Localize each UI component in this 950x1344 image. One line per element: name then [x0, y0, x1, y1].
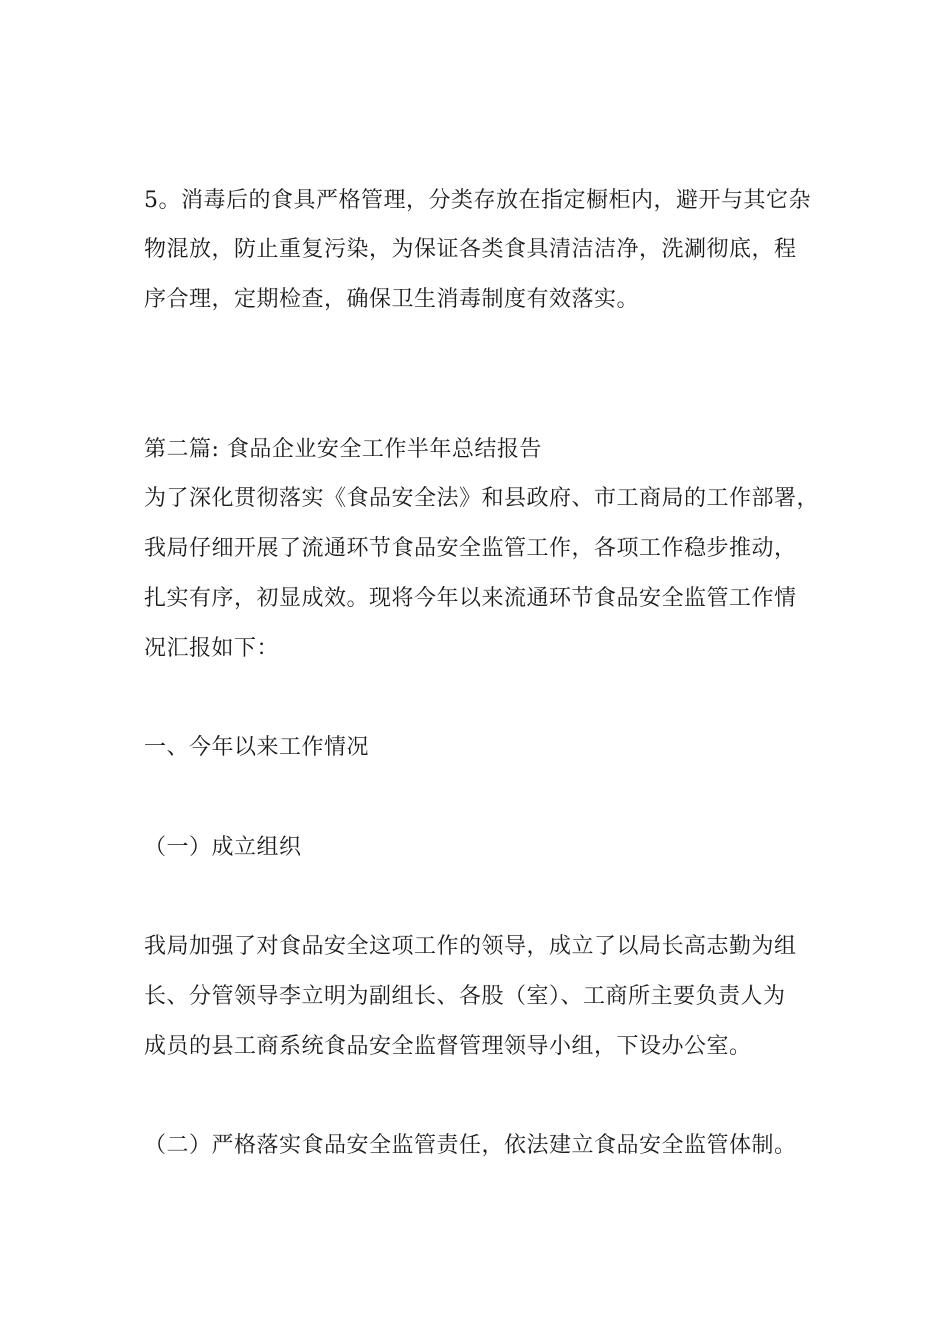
subsection-1-heading: （一）成立组织: [144, 835, 302, 860]
subsection-1-body-line-1: 我局加强了对食品安全这项工作的领导，成立了以局长高志勤为组: [144, 934, 797, 959]
paragraph-5-line-2: 物混放，防止重复污染，为保证各类食具清洁洁净，洗涮彻底，程: [144, 237, 797, 262]
subsection-1-body-line-3: 成员的县工商系统食品安全监督管理领导小组，下设办公室。: [144, 1034, 752, 1059]
subsection-1-body-line-2: 长、分管领导李立明为副组长、各股（室）、工商所主要负责人为: [144, 984, 786, 1009]
intro-line-1: 为了深化贯彻落实《食品安全法》和县政府、市工商局的工作部署，: [144, 486, 820, 511]
paragraph-5-line-3: 序合理，定期检查，确保卫生消毒制度有效落实。: [144, 287, 640, 312]
intro-line-2: 我局仔细开展了流通环节食品安全监管工作，各项工作稳步推动，: [144, 536, 797, 561]
intro-line-3: 扎实有序，初显成效。现将今年以来流通环节食品安全监管工作情: [144, 586, 797, 611]
section-1-heading: 一、今年以来工作情况: [144, 735, 370, 760]
paragraph-5-line-1: 5。消毒后的食具严格管理，分类存放在指定橱柜内，避开与其它杂: [144, 188, 811, 213]
part2-title: 第二篇: 食品企业安全工作半年总结报告: [144, 437, 542, 462]
subsection-2-heading: （二）严格落实食品安全监管责任，依法建立食品安全监管体制。: [144, 1133, 797, 1158]
intro-line-4: 况汇报如下：: [144, 636, 280, 661]
